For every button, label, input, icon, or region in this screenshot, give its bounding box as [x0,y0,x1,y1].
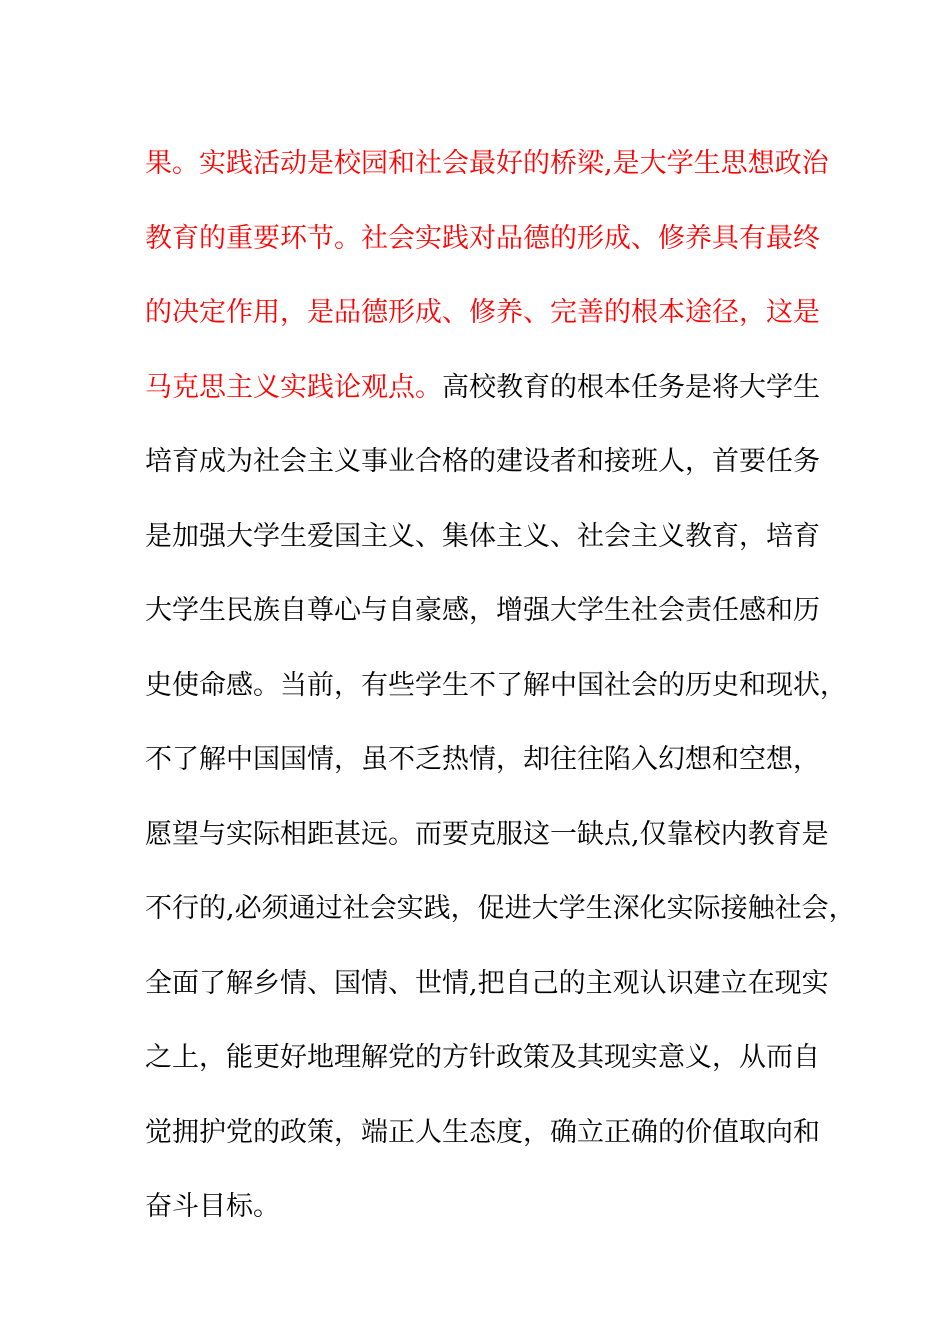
body-text: 觉拥护党的政策，端正人生态度，确立正确的价值取向和 [145,1116,820,1148]
text-line-7 [145,574,825,649]
text-line-10 [145,798,829,873]
text-line-8 [145,649,847,724]
text-line-3 [145,276,825,351]
highlighted-text: 马克思主义实践论观点。 [145,371,442,403]
highlighted-text: 教育的重要环节。社会实践对品德的形成、修养具有最终 [145,222,820,254]
text-line-4 [145,351,825,426]
text-line-6 [145,500,825,575]
body-text: 大学生民族自尊心与自豪感，增强大学生社会责任感和历 [145,595,820,626]
text-line-9 [145,723,825,798]
text-line-14 [145,1096,825,1171]
body-text: 是加强大学生爱国主义、集体主义、社会主义教育，培育 [145,520,820,552]
text-line-1 [145,127,829,202]
body-text: 高校教育的根本任务是将大学生 [442,371,820,403]
body-text: 不了解中国国情，虽不乏热情，却往往陷入幻想和空想， [145,744,820,775]
body-text: 奋斗目标。 [145,1191,280,1222]
body-text: 之上，能更好地理解党的方针政策及其现实意义，从而自 [145,1042,820,1073]
body-text: 培育成为社会主义事业合格的建设者和接班人，首要任务 [145,446,820,477]
body-text: 不行的,必须通过社会实践，促进大学生深化实际接触社会， [145,893,856,924]
text-line-15 [145,1170,825,1245]
highlighted-text: 的决定作用，是品德形成、修养、完善的根本途径，这是 [145,297,820,328]
text-line-11 [145,872,856,947]
text-line-2 [145,202,825,277]
highlighted-text: 果。实践活动是校园和社会最好的桥梁,是大学生思想政治 [145,148,829,179]
body-paragraph [145,127,856,1245]
body-text: 愿望与实际相距甚远。而要克服这一缺点,仅靠校内教育是 [145,818,829,850]
text-line-12 [145,947,829,1022]
body-text: 史使命感。当前，有些学生不了解中国社会的历史和现状， [145,669,847,701]
text-line-13 [145,1021,825,1096]
body-text: 全面了解乡情、国情、世情,把自己的主观认识建立在现实 [145,967,829,999]
text-line-5 [145,425,825,500]
